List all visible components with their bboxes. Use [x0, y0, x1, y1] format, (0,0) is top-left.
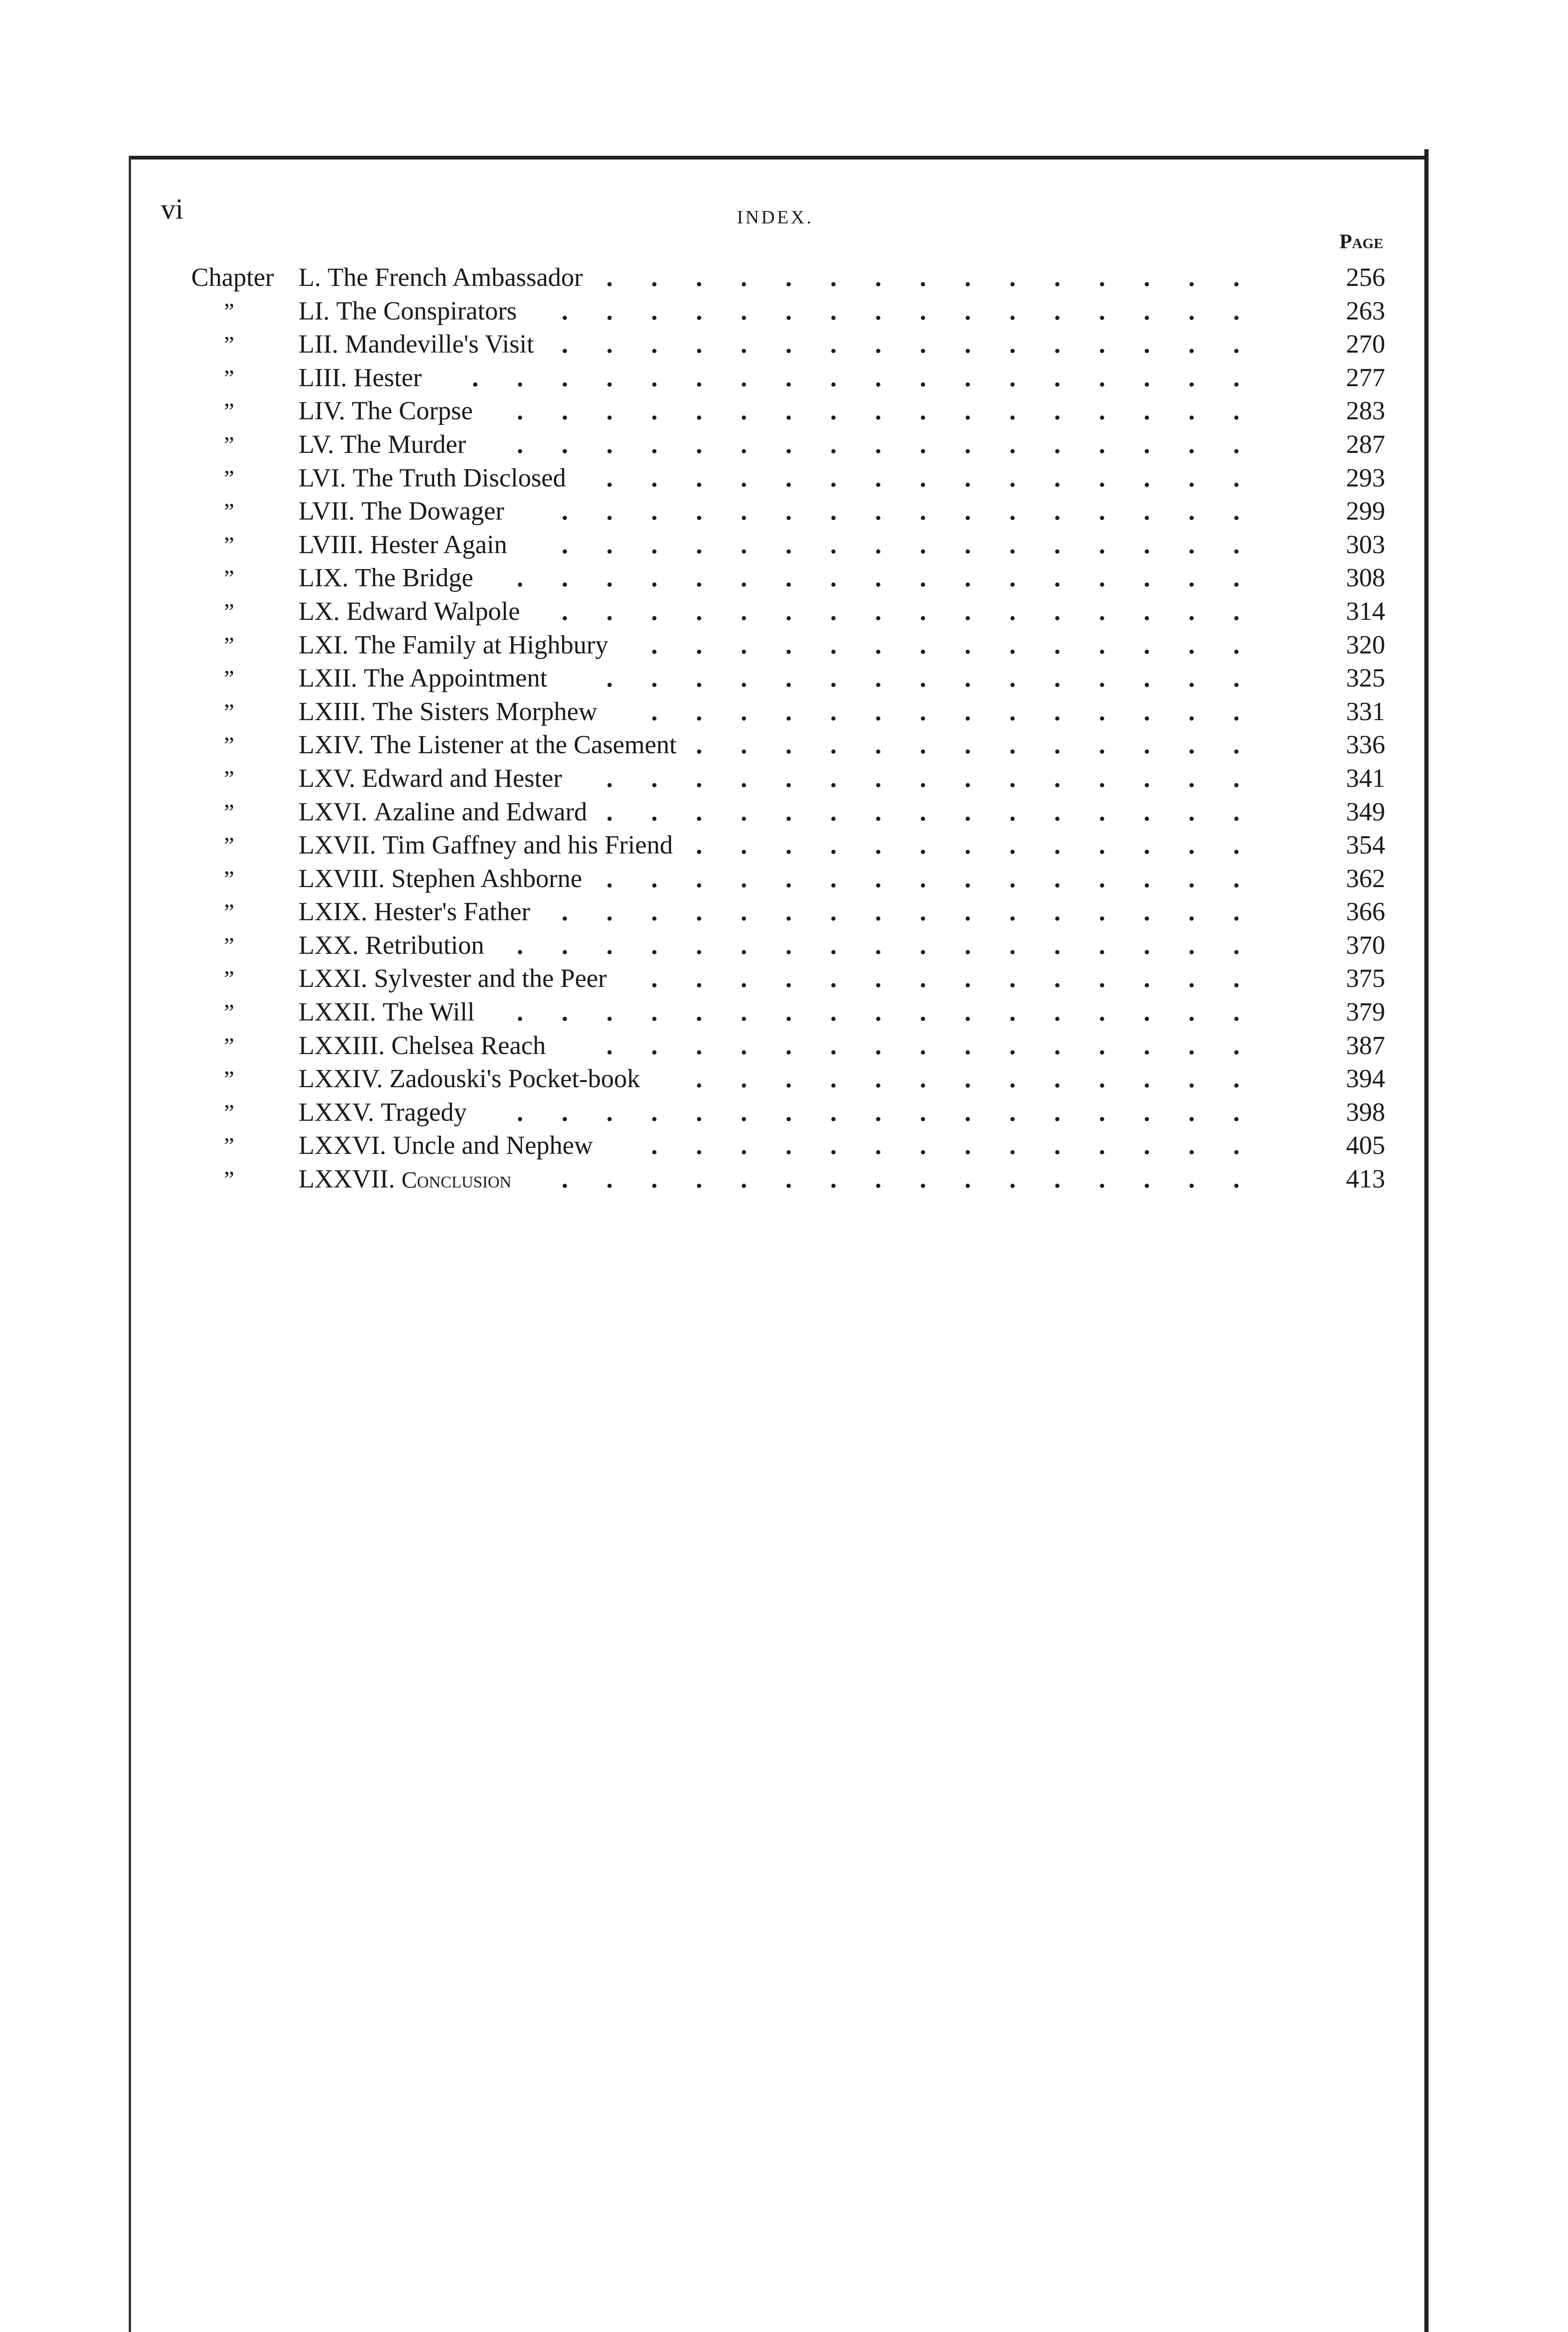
toc-entry-title: [298, 929, 484, 963]
toc-leader-dots: .................: [517, 1097, 1278, 1127]
toc-page-number: 320: [1346, 630, 1385, 659]
toc-leader-dots: ..............: [651, 697, 1278, 726]
toc-page-number: 405: [1346, 1131, 1385, 1160]
toc-entry-title: [298, 895, 530, 929]
toc-entry: [191, 762, 1385, 796]
toc-chapter-numeral: LVIII.: [298, 530, 364, 559]
toc-leader-dots: ..............: [651, 1131, 1278, 1160]
toc-chapter-name: The Murder: [340, 430, 466, 459]
toc-chapter-name: Tragedy: [381, 1097, 467, 1127]
toc-chapter-name: Mandeville's Visit: [345, 330, 534, 359]
page-column-label: Page: [1339, 230, 1383, 253]
toc-entry: [191, 695, 1385, 729]
toc-ditto-mark: ”: [224, 465, 235, 491]
toc-chapter-name: Edward Walpole: [346, 597, 520, 626]
toc-entry-title: [298, 428, 466, 462]
toc-ditto-mark: ”: [224, 565, 235, 591]
toc-chapter-name: Edward and Hester: [361, 763, 562, 793]
toc-leader-dots: ................: [562, 296, 1278, 326]
toc-chapter-name: The Truth Disclosed: [353, 463, 566, 493]
toc-chapter-numeral: LIX.: [298, 563, 349, 593]
toc-chapter-numeral: L.: [298, 263, 321, 292]
toc-chapter-numeral: LXXVII.: [298, 1165, 395, 1194]
toc-ditto-mark: ”: [224, 665, 235, 692]
toc-ditto-mark: ”: [224, 865, 235, 892]
toc-chapter-name: Conclusion: [401, 1166, 512, 1193]
toc-chapter-numeral: LIII.: [298, 363, 347, 392]
toc-entry-title: [298, 295, 517, 328]
toc-entry: [191, 729, 1385, 762]
toc-leader-dots: ..............: [651, 964, 1278, 993]
toc-entry: [191, 261, 1385, 295]
toc-chapter-numeral: LII.: [298, 330, 339, 359]
toc-entry-title: [298, 862, 582, 896]
toc-chapter-name: Hester's Father: [374, 897, 530, 927]
toc-page-number: 287: [1346, 430, 1385, 459]
toc-chapter-name: The Appointment: [363, 664, 548, 693]
toc-leader-dots: .................: [517, 563, 1278, 593]
toc-entry: [191, 462, 1385, 495]
toc-leader-dots: ................: [562, 497, 1278, 526]
toc-chapter-name: Stephen Ashborne: [391, 864, 583, 893]
toc-chapter-numeral: LXXVI.: [298, 1131, 387, 1160]
toc-page-number: 354: [1346, 831, 1385, 860]
toc-leader-dots: ................: [562, 530, 1278, 559]
toc-ditto-mark: ”: [224, 531, 235, 558]
toc-leader-dots: ..................: [472, 363, 1278, 392]
page-frame-top-rule: [131, 156, 1427, 160]
toc-leader-dots: .............: [696, 831, 1278, 860]
toc-entry-title: [298, 629, 608, 662]
toc-chapter-name: The Family at Highbury: [355, 630, 609, 659]
toc-leader-dots: ................: [562, 897, 1278, 927]
toc-page-number: 303: [1346, 530, 1385, 559]
toc-entry-title: [298, 462, 566, 495]
toc-ditto-mark: ”: [224, 1166, 235, 1193]
toc-page-number: 308: [1346, 563, 1385, 593]
toc-chapter-numeral: LXIX.: [298, 897, 368, 927]
toc-entry: [191, 662, 1385, 695]
toc-page-number: 336: [1346, 730, 1385, 760]
toc-chapter-name: The Conspirators: [336, 296, 517, 326]
toc-chapter-word: Chapter: [191, 263, 274, 292]
toc-chapter-numeral: LXX.: [298, 930, 359, 960]
toc-entry: [191, 495, 1385, 528]
toc-entry-title: [298, 562, 473, 595]
toc-leader-dots: ...............: [606, 1031, 1278, 1060]
toc-entry-title: [298, 328, 534, 361]
toc-chapter-numeral: LVII.: [298, 497, 355, 526]
toc-page-number: 387: [1346, 1031, 1385, 1060]
toc-page-number: 398: [1346, 1097, 1385, 1127]
toc-leader-dots: ...............: [606, 763, 1278, 793]
toc-ditto-mark: ”: [224, 932, 235, 958]
toc-ditto-mark: ”: [224, 798, 235, 825]
toc-chapter-numeral: LX.: [298, 597, 340, 626]
toc-chapter-numeral: LV.: [298, 430, 334, 459]
toc-chapter-numeral: LIV.: [298, 396, 346, 426]
toc-entry: [191, 895, 1385, 929]
toc-ditto-mark: ”: [224, 331, 235, 358]
toc-entry: [191, 328, 1385, 361]
toc-chapter-numeral: LXII.: [298, 664, 357, 693]
toc-chapter-numeral: LXXV.: [298, 1097, 375, 1127]
toc-chapter-name: The Will: [382, 998, 475, 1027]
toc-entry-title: [298, 762, 562, 796]
toc-entry: [191, 562, 1385, 595]
toc-leader-dots: .............: [696, 1064, 1278, 1094]
toc-entry-title: [298, 996, 475, 1029]
toc-chapter-name: Hester Again: [370, 530, 507, 559]
toc-chapter-name: The Bridge: [355, 563, 473, 593]
toc-ditto-mark: ”: [224, 765, 235, 791]
toc-entry: [191, 1062, 1385, 1096]
toc-entry: [191, 361, 1385, 395]
toc-leader-dots: ................: [562, 1165, 1278, 1194]
toc-chapter-name: Azaline and Edward: [374, 797, 587, 826]
toc-entry-title: [298, 1029, 546, 1063]
toc-ditto-mark: ”: [224, 999, 235, 1026]
toc-page-number: 370: [1346, 930, 1385, 960]
toc-ditto-mark: ”: [224, 899, 235, 925]
toc-page-number: 413: [1346, 1165, 1385, 1194]
page-frame-left-rule: [129, 156, 131, 2332]
toc-chapter-name: Uncle and Nephew: [393, 1131, 593, 1160]
toc-leader-dots: .................: [517, 998, 1278, 1027]
toc-chapter-numeral: LI.: [298, 296, 330, 326]
toc-page-number: 314: [1346, 597, 1385, 626]
toc-ditto-mark: ”: [224, 431, 235, 458]
toc-entry: [191, 629, 1385, 662]
toc-ditto-mark: ”: [224, 498, 235, 525]
toc-chapter-name: Sylvester and the Peer: [374, 964, 607, 993]
toc-chapter-name: Zadouski's Pocket-book: [389, 1064, 640, 1094]
toc-leader-dots: .................: [517, 396, 1278, 426]
toc-chapter-numeral: LXVI.: [298, 797, 368, 826]
toc-ditto-mark: ”: [224, 598, 235, 625]
toc-chapter-numeral: LXVII.: [298, 831, 376, 860]
toc-entry: [191, 796, 1385, 829]
toc-page-number: 293: [1346, 463, 1385, 493]
toc-chapter-name: Retribution: [365, 930, 485, 960]
toc-chapter-name: The French Ambassador: [327, 263, 583, 292]
toc-entry-title: [298, 829, 673, 862]
page-frame-right-rule: [1424, 149, 1429, 2332]
toc-entry-title: [298, 695, 597, 729]
toc-page-number: 349: [1346, 797, 1385, 826]
toc-entry-title: [298, 495, 504, 528]
toc-page-number: 325: [1346, 664, 1385, 693]
toc-chapter-numeral: LXIV.: [298, 730, 364, 760]
toc-page-number: 362: [1346, 864, 1385, 893]
toc-page-number: 263: [1346, 296, 1385, 326]
toc-ditto-mark: ”: [224, 298, 235, 324]
toc-leader-dots: .................: [517, 930, 1278, 960]
toc-chapter-numeral: LVI.: [298, 463, 347, 493]
toc-chapter-name: The Sisters Morphew: [372, 697, 597, 726]
toc-chapter-numeral: LXXIII.: [298, 1031, 385, 1060]
toc-ditto-mark: ”: [224, 1132, 235, 1159]
toc-entry-title: [298, 361, 422, 395]
toc-entry: [191, 1029, 1385, 1063]
toc-entry-title: [298, 595, 520, 629]
toc-leader-dots: ..............: [651, 630, 1278, 659]
toc-ditto-mark: ”: [224, 398, 235, 424]
toc-leader-dots: ...............: [606, 463, 1278, 493]
toc-chapter-numeral: LXXI.: [298, 964, 368, 993]
toc-chapter-name: The Listener at the Casement: [370, 730, 677, 760]
running-head: INDEX.: [737, 207, 814, 228]
toc-entry-title: [298, 1129, 593, 1163]
toc-entry: [191, 1129, 1385, 1163]
toc-entry-title: [298, 261, 583, 295]
toc-chapter-numeral: LXXII.: [298, 998, 376, 1027]
toc-entry: [191, 996, 1385, 1029]
toc-page-number: 375: [1346, 964, 1385, 993]
toc-entry: [191, 1163, 1385, 1196]
toc-page-number: 331: [1346, 697, 1385, 726]
toc-leader-dots: ...............: [606, 263, 1278, 292]
toc-leader-dots: .................: [517, 430, 1278, 459]
toc-ditto-mark: ”: [224, 364, 235, 391]
toc-entry: [191, 929, 1385, 963]
toc-entry: [191, 595, 1385, 629]
toc-ditto-mark: ”: [224, 832, 235, 859]
toc-entry-title: [298, 729, 677, 762]
toc-entry: [191, 395, 1385, 428]
toc-entry-title: [298, 528, 507, 562]
toc-entry-title: [298, 662, 547, 695]
toc-ditto-mark: ”: [224, 1032, 235, 1059]
toc-chapter-numeral: LXVIII.: [298, 864, 385, 893]
toc-page-number: 379: [1346, 998, 1385, 1027]
toc-page-number: 256: [1346, 263, 1385, 292]
toc-entry-title: [298, 1163, 511, 1197]
toc-ditto-mark: ”: [224, 732, 235, 758]
toc-page-number: 283: [1346, 396, 1385, 426]
toc-chapter-numeral: LXIII.: [298, 697, 366, 726]
toc-entry: [191, 829, 1385, 862]
page-folio: vi: [161, 194, 184, 225]
toc-page-number: 270: [1346, 330, 1385, 359]
toc-chapter-numeral: LXV.: [298, 763, 355, 793]
toc-entry: [191, 428, 1385, 462]
toc-entry-title: [298, 962, 607, 996]
toc-ditto-mark: ”: [224, 698, 235, 725]
toc-entry-title: [298, 395, 473, 428]
toc-ditto-mark: ”: [224, 965, 235, 992]
toc-page-number: 341: [1346, 763, 1385, 793]
toc-leader-dots: ...............: [606, 864, 1278, 893]
toc-ditto-mark: ”: [224, 632, 235, 658]
toc-leader-dots: ................: [562, 597, 1278, 626]
toc-leader-dots: ...............: [606, 664, 1278, 693]
toc-chapter-name: Hester: [354, 363, 422, 392]
toc-ditto-mark: ”: [224, 1099, 235, 1125]
table-of-contents: [191, 261, 1385, 1196]
toc-chapter-numeral: LXXIV.: [298, 1064, 383, 1094]
toc-entry: [191, 528, 1385, 562]
toc-leader-dots: ................: [562, 330, 1278, 359]
toc-entry: [191, 295, 1385, 328]
toc-entry-title: [298, 1062, 640, 1096]
toc-chapter-name: The Corpse: [352, 396, 473, 426]
toc-page-number: 277: [1346, 363, 1385, 392]
toc-chapter-numeral: LXI.: [298, 630, 349, 659]
toc-entry-title: [298, 1096, 467, 1130]
toc-entry-title: [298, 796, 587, 829]
toc-entry: [191, 962, 1385, 996]
toc-page-number: 299: [1346, 497, 1385, 526]
toc-page-number: 394: [1346, 1064, 1385, 1094]
toc-chapter-name: The Dowager: [361, 497, 505, 526]
toc-entry: [191, 1096, 1385, 1130]
toc-page-number: 366: [1346, 897, 1385, 927]
toc-chapter-name: Tim Gaffney and his Friend: [382, 831, 673, 860]
toc-ditto-mark: ”: [224, 1066, 235, 1092]
toc-entry: [191, 862, 1385, 896]
toc-leader-dots: ...............: [606, 797, 1278, 826]
toc-chapter-name: Chelsea Reach: [391, 1031, 546, 1060]
toc-leader-dots: .............: [696, 730, 1278, 760]
